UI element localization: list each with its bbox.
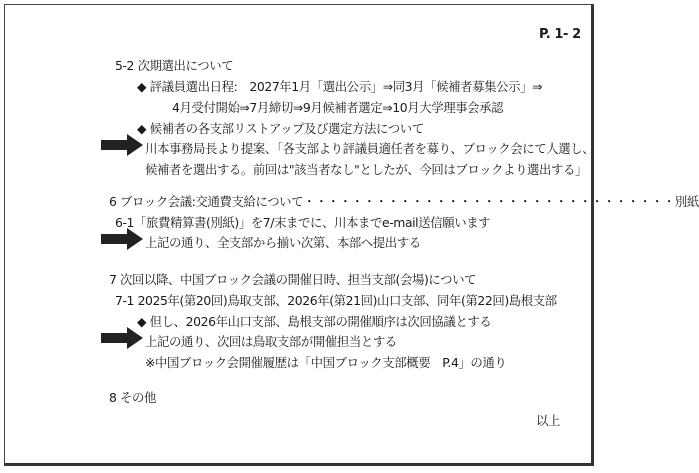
section-6-1-note: 上記の通り、全支部から揃い次第、本部へ提出する [145,235,421,250]
section-5-2-bullet-method: ◆ 候補者の各支部リストアップ及び選定方法について [137,121,424,136]
arrow-right-icon [101,228,143,250]
section-5-2-bullet-schedule-cont: 4月受付開始⇒7月締切⇒9月候補者選定⇒10月大学理事会承認 [172,100,504,115]
document-page [4,4,699,466]
section-6-heading: 6 ブロック会議:交通費支給について・・・・・・・・・・・・・・・・・・・・・・・・・・・・・・・別紙 [109,194,699,209]
section-5-2-proposal: 川本事務局長より提案、「各支部より評議員適任者を募り、ブロック会にて人選し、 [145,141,595,156]
section-5-2-bullet-schedule: ◆ 評議員選出日程: 2027年1月「選出公示」⇒同3月「候補者募集公示」⇒ [137,79,543,94]
closing-mark: 以上 [536,413,560,428]
section-5-2-proposal-cont: 候補者を選出する。前回は"該当者なし"としたが、今回はブロックより選出する」 [145,162,588,177]
section-7-1-note: 上記の通り、次回は鳥取支部が開催担当とする [145,334,397,349]
section-6-1-item: 6-1「旅費精算書(別紙)」を7/末までに、川本までe-mail送信願います [115,215,491,230]
section-7-heading: 7 次回以降、中国ブロック会議の開催日時、担当支部(会場)について [109,272,477,287]
section-8-heading: 8 その他 [109,390,156,405]
arrow-right-icon [101,134,143,156]
page-number: P. 1- 2 [539,27,581,42]
section-7-1-item: 7-1 2025年(第20回)鳥取支部、2026年(第21回)山口支部、同年(第22回)島根支部 [115,293,557,308]
section-7-1-bullet: ◆ 但し、2026年山口支部、島根支部の開催順序は次回協議とする [137,314,492,329]
section-5-2-heading: 5-2 次期選出について [115,58,234,73]
section-7-1-reference: ※中国ブロック会開催履歴は「中国ブロック支部概要 P.4」の通り [145,355,507,370]
arrow-right-icon [101,327,143,349]
